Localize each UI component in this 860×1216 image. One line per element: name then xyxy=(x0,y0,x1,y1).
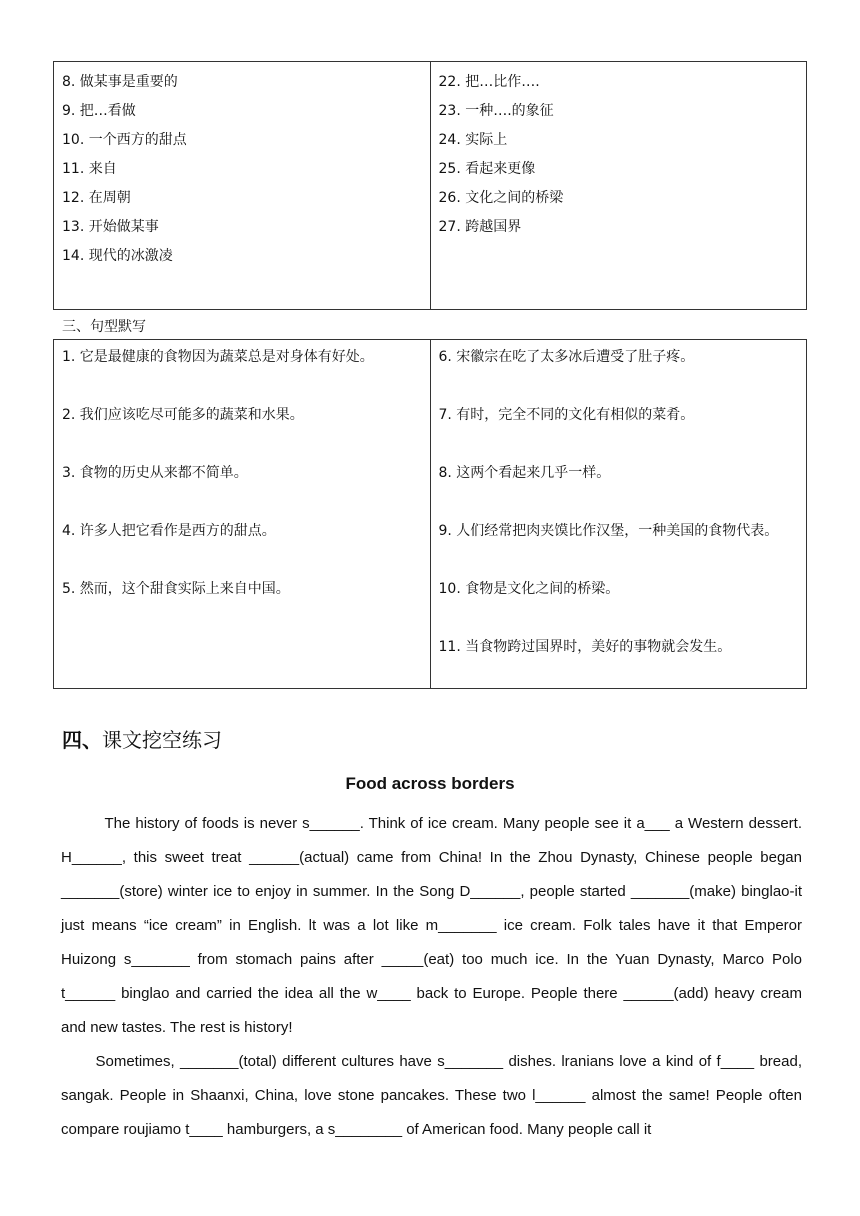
sentence-table xyxy=(53,339,807,689)
passage-paragraph: Sometimes, _______(total) different cultures have s_______ dishes. lranians love a kind of f____ bread, sangak. People in Shaanxi, China, love stone pancakes. These two l______ almost the same! People often compare roujiamo t____ hamburgers, a s________ of American food. Many people call it xyxy=(61,1053,802,1138)
sentence-item: 7. 有时，完全不同的文化有相似的菜肴。 xyxy=(438,407,695,423)
vocab-item: 9. 把…看做 xyxy=(62,103,136,119)
sentence-item: 5. 然而，这个甜食实际上来自中国。 xyxy=(62,581,290,597)
vocab-item: 14. 现代的冰激凌 xyxy=(62,248,173,264)
sentence-item: 3. 食物的历史从来都不简单。 xyxy=(62,465,248,481)
vocab-item: 27. 跨越国界 xyxy=(438,219,522,235)
vocab-item: 11. 来自 xyxy=(62,161,117,177)
section-three-label: 三、句型默写 xyxy=(62,319,146,335)
passage-body xyxy=(61,807,802,1147)
sentence-right-column xyxy=(430,340,807,689)
sentence-item: 6. 宋徽宗在吃了太多冰后遭受了肚子疼。 xyxy=(438,349,695,365)
sentence-item: 10. 食物是文化之间的桥梁。 xyxy=(438,581,620,597)
vocab-item: 13. 开始做某事 xyxy=(62,219,159,235)
vocab-item: 22. 把…比作…. xyxy=(438,74,540,90)
sentence-item: 4. 许多人把它看作是西方的甜点。 xyxy=(62,523,276,539)
sentence-item: 11. 当食物跨过国界时，美好的事物就会发生。 xyxy=(438,639,732,655)
sentence-item: 8. 这两个看起来几乎一样。 xyxy=(438,465,611,481)
vocab-item: 24. 实际上 xyxy=(438,132,508,148)
sentence-item: 9. 人们经常把肉夹馍比作汉堡，一种美国的食物代表。 xyxy=(438,523,779,539)
vocab-item: 12. 在周朝 xyxy=(62,190,131,206)
section-four-heading xyxy=(62,727,222,753)
vocab-right-column xyxy=(430,62,807,310)
vocab-item: 26. 文化之间的桥梁 xyxy=(438,190,564,206)
passage-title: Food across borders xyxy=(345,774,515,793)
vocab-item: 10. 一个西方的甜点 xyxy=(62,132,187,148)
vocab-item: 8. 做某事是重要的 xyxy=(62,74,178,90)
vocab-item: 25. 看起来更像 xyxy=(438,161,536,177)
sentence-left-column xyxy=(54,340,431,689)
section-four-title: 课文挖空练习 xyxy=(102,728,222,752)
sentence-item: 1. 它是最健康的食物因为蔬菜总是对身体有好处。 xyxy=(62,349,374,365)
vocab-phrase-table xyxy=(53,61,807,310)
vocab-left-column xyxy=(54,62,431,310)
sentence-item: 2. 我们应该吃尽可能多的蔬菜和水果。 xyxy=(62,407,304,423)
vocab-item: 23. 一种….的象征 xyxy=(438,103,554,119)
section-four-number: 四、 xyxy=(62,728,102,752)
passage-paragraph: The history of foods is never s______. Think of ice cream. Many people see it a___ a Western dessert. H______, this sweet treat ______(actual) came from China! In the Zhou Dynasty, Chinese people began _______(store) winter ice to enjoy in summer. In the Song D______, people started _______(make) binglao-it just means “ice cream” in English. lt was a lot like m_______ ice cream. Folk tales have it that Emperor Huizong s_______ from stomach pains after _____(eat) too much ice. In the Yuan Dynasty, Marco Polo t______ binglao and carried the idea all the w____ back to Europe. People there ______(add) heavy cream and new tastes. The rest is history! xyxy=(61,815,802,1036)
